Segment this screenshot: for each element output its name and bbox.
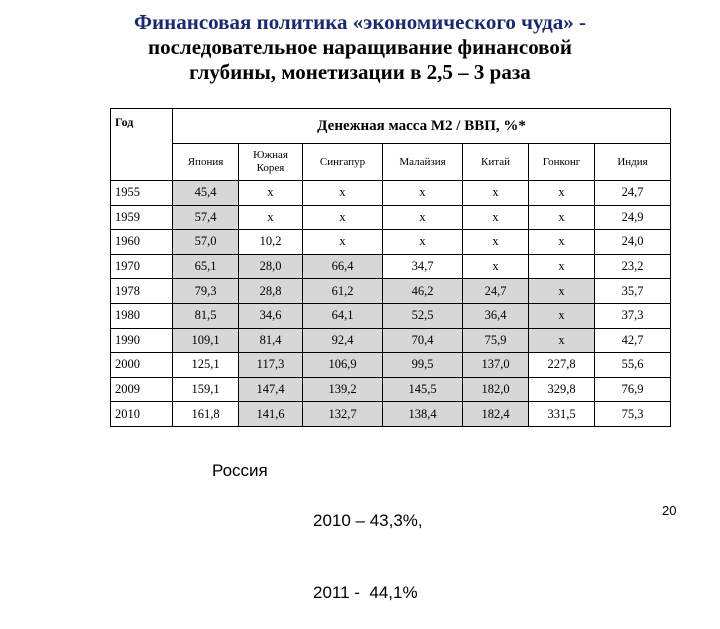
russia-label: Россия xyxy=(212,461,268,480)
value-cell: 24,9 xyxy=(595,205,671,230)
table-row xyxy=(111,230,671,255)
table-row xyxy=(111,303,671,328)
column-header: Сингапур xyxy=(303,144,383,181)
table-row xyxy=(111,181,671,206)
value-cell: 46,2 xyxy=(383,279,463,304)
table-row xyxy=(111,377,671,402)
value-cell: 57,4 xyxy=(173,205,239,230)
russia-value-2010: 2010 – 43,3%, xyxy=(313,511,423,530)
value-cell: 117,3 xyxy=(239,353,303,378)
value-cell: 145,5 xyxy=(383,377,463,402)
value-cell: 125,1 xyxy=(173,353,239,378)
table-row xyxy=(111,328,671,353)
value-cell: 34,7 xyxy=(383,254,463,279)
value-cell: 106,9 xyxy=(303,353,383,378)
value-cell: 331,5 xyxy=(529,402,595,427)
table-row xyxy=(111,402,671,427)
title-line-1: Финансовая политика «экономического чуда» - xyxy=(134,10,586,34)
value-cell: 81,5 xyxy=(173,303,239,328)
value-cell: 139,2 xyxy=(303,377,383,402)
m2-gdp-table xyxy=(110,108,671,427)
value-cell: 70,4 xyxy=(383,328,463,353)
table-row xyxy=(111,254,671,279)
value-cell: 75,9 xyxy=(463,328,529,353)
year-cell: 2010 xyxy=(111,402,173,427)
title-line-3: глубины, монетизации в 2,5 – 3 раза xyxy=(189,60,531,84)
column-header: Китай xyxy=(463,144,529,181)
value-cell: 92,4 xyxy=(303,328,383,353)
value-cell: 23,2 xyxy=(595,254,671,279)
value-cell: 132,7 xyxy=(303,402,383,427)
value-cell: х xyxy=(239,181,303,206)
value-cell: 55,6 xyxy=(595,353,671,378)
value-cell: 61,2 xyxy=(303,279,383,304)
table-row xyxy=(111,279,671,304)
value-cell: х xyxy=(463,254,529,279)
value-cell: 161,8 xyxy=(173,402,239,427)
value-cell: 79,3 xyxy=(173,279,239,304)
year-cell: 1960 xyxy=(111,230,173,255)
value-cell: х xyxy=(463,205,529,230)
value-cell: 65,1 xyxy=(173,254,239,279)
year-cell: 1978 xyxy=(111,279,173,304)
value-cell: х xyxy=(529,328,595,353)
value-cell: 81,4 xyxy=(239,328,303,353)
value-cell: 57,0 xyxy=(173,230,239,255)
value-cell: 34,6 xyxy=(239,303,303,328)
year-cell: 1990 xyxy=(111,328,173,353)
value-cell: 52,5 xyxy=(383,303,463,328)
value-cell: х xyxy=(463,181,529,206)
title-line-2: последовательное наращивание финансовой xyxy=(148,35,572,59)
value-cell: 66,4 xyxy=(303,254,383,279)
value-cell: 137,0 xyxy=(463,353,529,378)
value-cell: х xyxy=(383,205,463,230)
value-cell: х xyxy=(383,181,463,206)
slide-title xyxy=(0,10,720,85)
year-column-header: Год xyxy=(111,109,173,181)
value-cell: 45,4 xyxy=(173,181,239,206)
year-cell: 1980 xyxy=(111,303,173,328)
value-cell: 138,4 xyxy=(383,402,463,427)
value-cell: 227,8 xyxy=(529,353,595,378)
column-header: Индия xyxy=(595,144,671,181)
value-cell: 24,0 xyxy=(595,230,671,255)
value-cell: 10,2 xyxy=(239,230,303,255)
value-cell: х xyxy=(383,230,463,255)
value-cell: 182,0 xyxy=(463,377,529,402)
value-cell: х xyxy=(529,181,595,206)
table-row xyxy=(111,205,671,230)
value-cell: х xyxy=(529,279,595,304)
year-cell: 1955 xyxy=(111,181,173,206)
value-cell: 24,7 xyxy=(595,181,671,206)
value-cell: х xyxy=(463,230,529,255)
table-main-header: Денежная масса М2 / ВВП, %* xyxy=(173,109,671,144)
russia-value-2011: 2011 - 44,1% xyxy=(313,583,418,602)
value-cell: 159,1 xyxy=(173,377,239,402)
year-cell: 1959 xyxy=(111,205,173,230)
value-cell: 76,9 xyxy=(595,377,671,402)
column-header: Гонконг xyxy=(529,144,595,181)
value-cell: х xyxy=(303,205,383,230)
value-cell: 147,4 xyxy=(239,377,303,402)
column-header: Малайзия xyxy=(383,144,463,181)
year-cell: 2009 xyxy=(111,377,173,402)
value-cell: х xyxy=(529,205,595,230)
column-header: Южная Корея xyxy=(239,144,303,181)
value-cell: 141,6 xyxy=(239,402,303,427)
value-cell: 182,4 xyxy=(463,402,529,427)
value-cell: х xyxy=(239,205,303,230)
value-cell: 28,8 xyxy=(239,279,303,304)
value-cell: 36,4 xyxy=(463,303,529,328)
value-cell: х xyxy=(529,303,595,328)
value-cell: 28,0 xyxy=(239,254,303,279)
value-cell: 24,7 xyxy=(463,279,529,304)
page-number: 20 xyxy=(662,503,677,518)
value-cell: 75,3 xyxy=(595,402,671,427)
value-cell: 99,5 xyxy=(383,353,463,378)
value-cell: 37,3 xyxy=(595,303,671,328)
value-cell: х xyxy=(303,230,383,255)
value-cell: 109,1 xyxy=(173,328,239,353)
value-cell: 329,8 xyxy=(529,377,595,402)
value-cell: х xyxy=(529,230,595,255)
column-header: Япония xyxy=(173,144,239,181)
value-cell: х xyxy=(303,181,383,206)
value-cell: х xyxy=(529,254,595,279)
year-cell: 2000 xyxy=(111,353,173,378)
table-row xyxy=(111,353,671,378)
russia-values xyxy=(313,461,423,629)
value-cell: 42,7 xyxy=(595,328,671,353)
value-cell: 64,1 xyxy=(303,303,383,328)
year-cell: 1970 xyxy=(111,254,173,279)
value-cell: 35,7 xyxy=(595,279,671,304)
